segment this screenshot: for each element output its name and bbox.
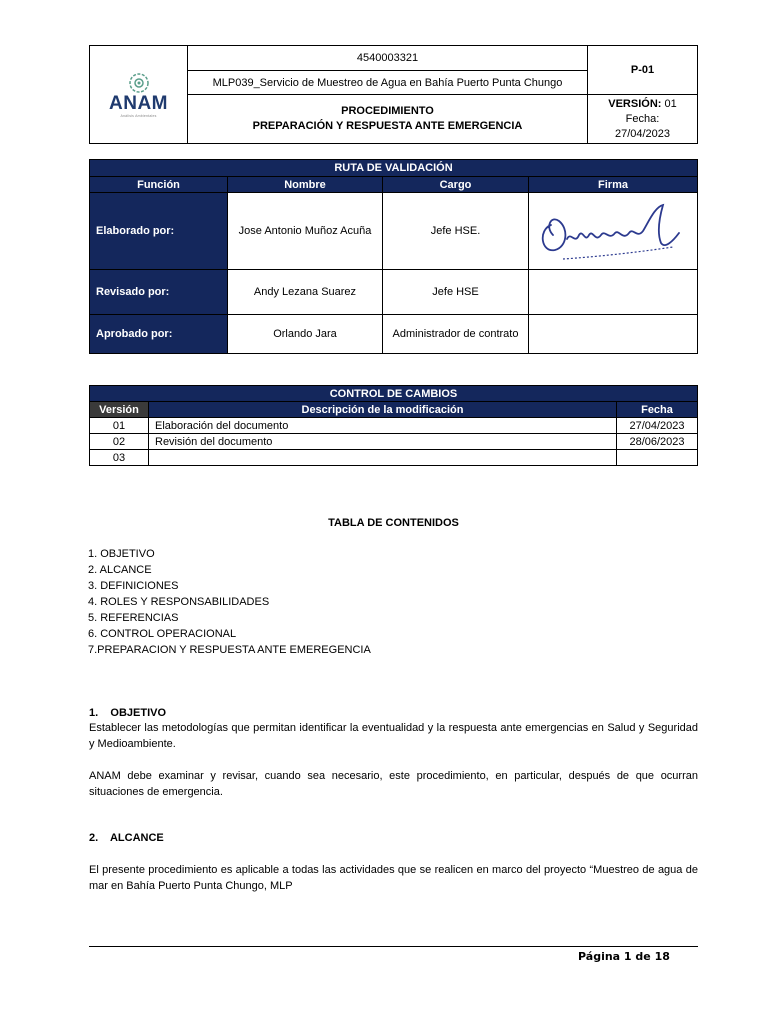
footer-rule <box>89 946 698 947</box>
row-name: Andy Lezana Suarez <box>228 270 383 315</box>
col-header-cargo: Cargo <box>383 177 529 193</box>
signature-cell-empty <box>529 270 698 315</box>
toc-title: TABLA DE CONTENIDOS <box>328 517 459 529</box>
row-role: Administrador de contrato <box>383 315 529 354</box>
table-row <box>90 434 698 450</box>
row-role: Jefe HSE. <box>383 193 529 270</box>
table-row <box>90 270 698 315</box>
logo-cell <box>90 46 188 144</box>
objetivo-paragraph-1: Establecer las metodologías que permitan identificar la eventualidad y la respuesta ante emergencias en Salud y Seguridad y Medioambiente. <box>89 722 698 750</box>
change-version: 03 <box>90 450 149 466</box>
change-date: 28/06/2023 <box>617 434 698 450</box>
date-label: Fecha: <box>625 112 660 125</box>
toc-item: 1. OBJETIVO <box>88 548 155 560</box>
doc-title: PREPARACIÓN Y RESPUESTA ANTE EMERGENCIA <box>252 120 523 132</box>
doc-code: P-01 <box>588 46 698 95</box>
table-row <box>90 315 698 354</box>
objetivo-paragraph-2: ANAM debe examinar y revisar, cuando sea necesario, este procedimiento, en particular, después de que ocurran situaciones de emergencia. <box>89 770 698 798</box>
row-function: Elaborado por: <box>90 193 228 270</box>
validation-table <box>89 159 698 354</box>
row-name: Jose Antonio Muñoz Acuña <box>228 193 383 270</box>
version-label: VERSIÓN: <box>608 97 662 110</box>
table-row <box>90 450 698 466</box>
toc-item: 5. REFERENCIAS <box>88 612 179 624</box>
row-function: Aprobado por: <box>90 315 228 354</box>
col-header-nombre: Nombre <box>228 177 383 193</box>
signature-cell <box>529 193 698 270</box>
logo-subtitle: Análisis Ambientales <box>120 113 157 118</box>
col-header-version: Versión <box>90 402 149 418</box>
anam-logo <box>90 72 187 118</box>
row-role: Jefe HSE <box>383 270 529 315</box>
changes-table <box>89 385 698 466</box>
code-number: 4540003321 <box>188 46 588 71</box>
leaf-globe-icon <box>128 72 150 94</box>
change-description: Revisión del documento <box>149 434 617 450</box>
change-description <box>149 450 617 466</box>
col-header-firma: Firma <box>529 177 698 193</box>
version-cell <box>588 95 698 144</box>
document-header <box>89 45 698 144</box>
change-description: Elaboración del documento <box>149 418 617 434</box>
logo-text: ANAM <box>109 92 168 114</box>
col-header-date: Fecha <box>617 402 698 418</box>
changes-title: CONTROL DE CAMBIOS <box>90 386 698 402</box>
table-row <box>90 418 698 434</box>
signature-image <box>533 195 693 265</box>
doc-title-cell <box>188 95 588 144</box>
change-version: 01 <box>90 418 149 434</box>
row-function: Revisado por: <box>90 270 228 315</box>
col-header-description: Descripción de la modificación <box>149 402 617 418</box>
toc-item: 4. ROLES Y RESPONSABILIDADES <box>88 596 270 608</box>
section-alcance-title: 2. ALCANCE <box>89 832 164 844</box>
alcance-paragraph-1: El presente procedimiento es aplicable a todas las actividades que se realicen en marco del proyecto “Muestreo de agua de mar en Bahía Puerto Punta Chungo, MLP <box>89 864 698 892</box>
table-row <box>90 193 698 270</box>
service-name: MLP039_Servicio de Muestreo de Agua en Bahía Puerto Punta Chungo <box>188 71 588 95</box>
signature-cell-empty <box>529 315 698 354</box>
date-value: 27/04/2023 <box>614 127 671 140</box>
toc-item: 2. ALCANCE <box>88 564 152 576</box>
doc-type: PROCEDIMIENTO <box>341 105 434 117</box>
col-header-funcion: Función <box>90 177 228 193</box>
change-version: 02 <box>90 434 149 450</box>
toc-item: 7.PREPARACION Y RESPUESTA ANTE EMEREGENCIA <box>88 644 371 656</box>
toc-list <box>88 546 371 658</box>
section-objetivo-title: 1. OBJETIVO <box>89 707 167 719</box>
validation-title: RUTA DE VALIDACIÓN <box>90 160 698 177</box>
row-name: Orlando Jara <box>228 315 383 354</box>
toc-item: 3. DEFINICIONES <box>88 580 179 592</box>
toc-item: 6. CONTROL OPERACIONAL <box>88 628 237 640</box>
version-value: 01 <box>664 97 677 110</box>
change-date <box>617 450 698 466</box>
page-number: Página 1 de 18 <box>578 950 670 963</box>
change-date: 27/04/2023 <box>617 418 698 434</box>
